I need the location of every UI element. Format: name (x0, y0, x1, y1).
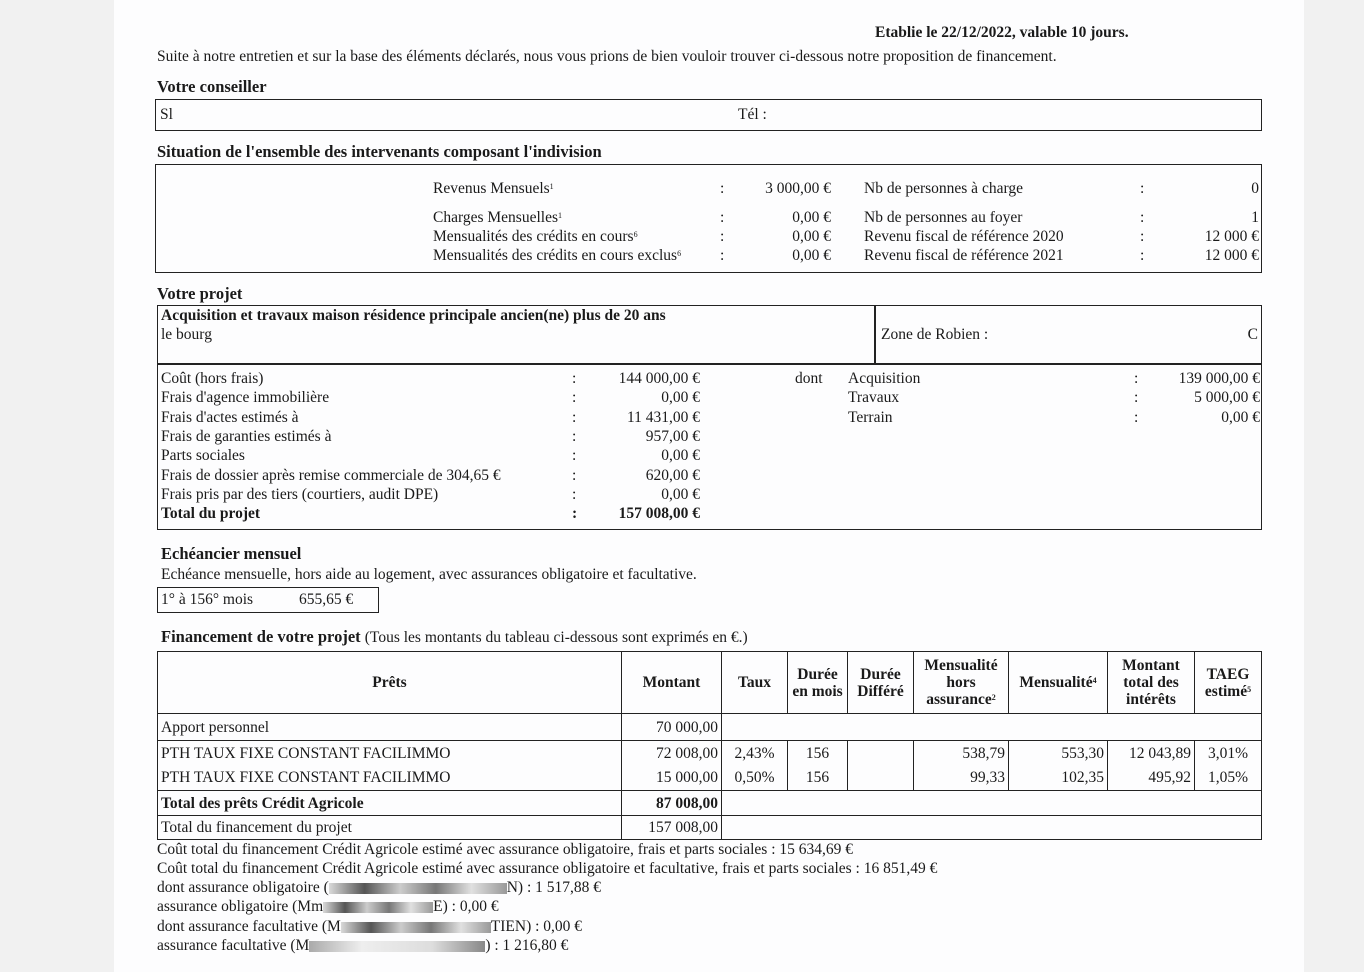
intro-text: Suite à notre entretien et sur la base des éléments déclarés, nous vous prions de bien vouloir trouver ci-dessous notre proposition de financement. (157, 48, 1057, 65)
cell-pret: Total des prêts Crédit Agricole (158, 791, 622, 816)
cout-obligatoire: Coût total du financement Crédit Agricole estimé avec assurance obligatoire, frais et parts sociales : 15 634,69 € (157, 841, 854, 858)
projet-zone-box (874, 305, 1262, 365)
validity-date: Etablie le 22/12/2022, valable 10 jours. (875, 24, 1129, 41)
projet-title: Votre projet (157, 284, 243, 303)
cost-value: 0,00 € (661, 389, 700, 406)
situation-left-value: 0,00 € (792, 247, 831, 264)
breakdown-value: 5 000,00 € (1194, 389, 1260, 406)
table-row-total-ca (158, 791, 1262, 816)
table-header-row (158, 652, 1262, 714)
situation-right-value: 12 000 € (1204, 247, 1259, 264)
cell-empty (722, 816, 1262, 840)
situation-left-row: Mensualités des crédits en cours$^6$ (433, 228, 638, 245)
breakdown-label: Terrain (848, 409, 893, 426)
col-mensualite: Mensualité$^4$ (1009, 652, 1108, 714)
cell-empty (722, 714, 1262, 741)
cout-total: Coût total du financement Crédit Agricole estimé avec assurance obligatoire et facultative, frais et parts sociales : 16 851,49 € (157, 860, 938, 877)
situation-right-label: Revenu fiscal de référence 2020 (864, 228, 1064, 245)
sep: : (1140, 228, 1145, 245)
sep: : (1140, 209, 1145, 226)
zone-label: Zone de Robien : (881, 326, 989, 343)
cell-mensualite: 553,30 (1009, 741, 1108, 766)
situation-title: Situation de l'ensemble des intervenants composant l'indivision (157, 142, 602, 161)
sep: : (720, 180, 725, 197)
sep: : (1140, 180, 1145, 197)
cost-label: Frais de dossier après remise commerciale de 304,65 € (161, 467, 501, 484)
total-projet-label: Total du projet (161, 505, 261, 522)
cell-montant: 15 000,00 (622, 766, 722, 791)
col-duree: Durée en mois (788, 652, 848, 714)
redacted-name (309, 941, 485, 952)
financement-title: Financement de votre projet (161, 627, 361, 646)
financement-table (157, 651, 1262, 840)
breakdown-value: 0,00 € (1221, 409, 1260, 426)
situation-left-row: Charges Mensuelles$^1$ (433, 209, 562, 226)
cost-value: 957,00 € (645, 428, 700, 445)
cell-taeg: 1,05% (1195, 766, 1262, 791)
cost-label: Frais d'agence immobilière (161, 389, 330, 406)
col-prets: Prêts (158, 652, 622, 714)
cell-mensualite: 102,35 (1009, 766, 1108, 791)
situation-right-label: Nb de personnes au foyer (864, 209, 1023, 226)
cell-differe (848, 766, 914, 791)
projet-desc-box (157, 305, 876, 365)
situation-right-value: 12 000 € (1204, 228, 1259, 245)
conseiller-box (155, 99, 1262, 131)
sep: : (572, 486, 577, 503)
cell-montant: 70 000,00 (622, 714, 722, 741)
financement-note: (Tous les montants du tableau ci-dessous sont exprimés en €.) (364, 629, 748, 646)
cell-duree: 156 (788, 766, 848, 791)
echeancier-amount: 655,65 € (299, 591, 354, 608)
echeancier-subtitle: Echéance mensuelle, hors aide au logement, avec assurances obligatoire et facultative. (161, 566, 697, 583)
sep: : (572, 409, 577, 426)
cell-interets: 495,92 (1108, 766, 1195, 791)
situation-right-value: 0 (1251, 180, 1259, 197)
situation-left-row: Mensualités des crédits en cours exclus$^6$ (433, 247, 682, 264)
cost-value: 144 000,00 € (618, 370, 700, 387)
sep: : (1140, 247, 1145, 264)
sep: : (720, 209, 725, 226)
sep: : (572, 428, 577, 445)
cell-interets: 12 043,89 (1108, 741, 1195, 766)
situation-right-label: Revenu fiscal de référence 2021 (864, 247, 1064, 264)
sep: : (1134, 389, 1139, 406)
breakdown-label: Travaux (848, 389, 900, 406)
sep: : (572, 447, 577, 464)
situation-left-value: 0,00 € (792, 209, 831, 226)
conseiller-name: Sl (160, 106, 173, 123)
table-row (158, 766, 1262, 791)
cost-label: Frais pris par des tiers (courtiers, audit DPE) (161, 486, 439, 503)
breakdown-label: Acquisition (848, 370, 921, 387)
cost-value: 11 431,00 € (626, 409, 700, 426)
col-differe: Durée Différé (848, 652, 914, 714)
breakdown-value: 139 000,00 € (1178, 370, 1260, 387)
situation-right-value: 1 (1251, 209, 1259, 226)
assurance-line: assurance facultative (M ) : 1 216,80 € (157, 937, 569, 954)
assurance-line: dont assurance obligatoire ( N) : 1 517,88 € (157, 879, 602, 896)
total-projet-value: 157 008,00 € (618, 505, 700, 522)
col-interets: Montant total des intérêts (1108, 652, 1195, 714)
sep: : (1134, 370, 1139, 387)
cell-empty (722, 791, 1262, 816)
col-taeg: TAEG estimé$^5$ (1195, 652, 1262, 714)
situation-box (155, 164, 1262, 273)
col-montant: Montant (622, 652, 722, 714)
zone-value: C (1247, 326, 1258, 343)
sep: : (720, 247, 725, 264)
sep: : (720, 228, 725, 245)
cost-value: 620,00 € (645, 467, 700, 484)
redacted-name (323, 902, 433, 913)
redacted-name (329, 883, 507, 894)
cell-mensualite-ha: 538,79 (914, 741, 1009, 766)
echeancier-period: 1° à 156° mois (161, 591, 254, 608)
situation-right-label: Nb de personnes à charge (864, 180, 1023, 197)
cell-montant: 72 008,00 (622, 741, 722, 766)
echeancier-title: Echéancier mensuel (161, 544, 302, 563)
sep: : (1134, 409, 1139, 426)
col-mensualite-ha: Mensualité hors assurance$^2$ (914, 652, 1009, 714)
situation-left-row: Revenus Mensuels$^1$ (433, 180, 554, 197)
situation-left-value: 0,00 € (792, 228, 831, 245)
cell-taux: 0,50% (722, 766, 788, 791)
cost-label: Parts sociales (161, 447, 245, 464)
cost-label: Frais d'actes estimés à (161, 409, 299, 426)
cell-montant: 157 008,00 (622, 816, 722, 840)
cell-taux: 2,43% (722, 741, 788, 766)
cell-mensualite-ha: 99,33 (914, 766, 1009, 791)
cell-pret: PTH TAUX FIXE CONSTANT FACILIMMO (158, 766, 622, 791)
cell-duree: 156 (788, 741, 848, 766)
sep: : (572, 389, 577, 406)
sep: : (572, 505, 578, 522)
redacted-name (341, 922, 491, 933)
cost-label: Coût (hors frais) (161, 370, 264, 387)
projet-location: le bourg (161, 326, 212, 343)
cell-differe (848, 741, 914, 766)
cell-taeg: 3,01% (1195, 741, 1262, 766)
col-taux: Taux (722, 652, 788, 714)
cell-pret: PTH TAUX FIXE CONSTANT FACILIMMO (158, 741, 622, 766)
sep: : (572, 467, 577, 484)
cell-pret: Apport personnel (158, 714, 622, 741)
dont-label: dont (795, 370, 823, 387)
cost-value: 0,00 € (661, 486, 700, 503)
cost-value: 0,00 € (661, 447, 700, 464)
cell-montant: 87 008,00 (622, 791, 722, 816)
table-row (158, 741, 1262, 766)
financement-heading (161, 627, 748, 648)
assurance-line: dont assurance facultative (M TIEN) : 0,00 € (157, 918, 583, 935)
conseiller-title: Votre conseiller (157, 77, 267, 96)
echeancier-box (157, 587, 379, 613)
sep: : (572, 370, 577, 387)
table-row (158, 714, 1262, 741)
conseiller-tel-label: Tél : (738, 106, 767, 123)
projet-description: Acquisition et travaux maison résidence principale ancien(ne) plus de 20 ans (161, 307, 666, 324)
table-row-total-financement (158, 816, 1262, 840)
assurance-line: assurance obligatoire (Mm E) : 0,00 € (157, 898, 499, 915)
situation-left-value: 3 000,00 € (765, 180, 831, 197)
cell-pret: Total du financement du projet (158, 816, 622, 840)
cost-label: Frais de garanties estimés à (161, 428, 332, 445)
